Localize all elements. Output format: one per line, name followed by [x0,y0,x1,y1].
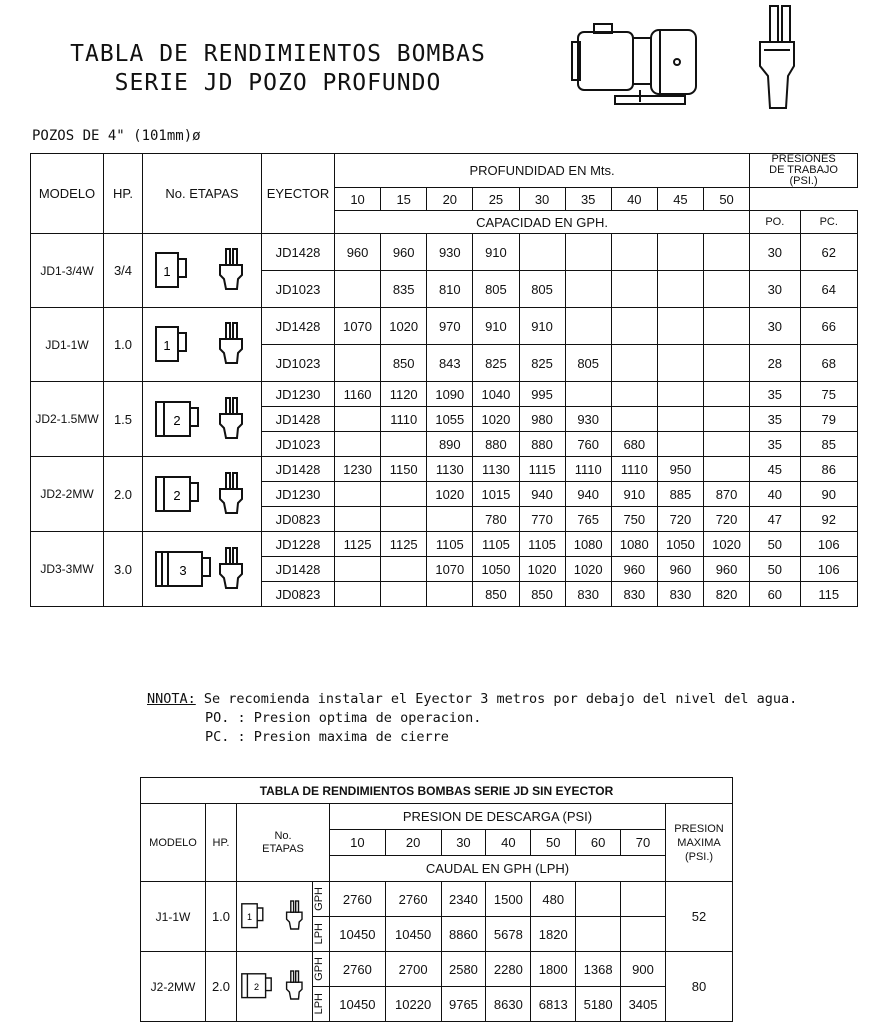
capacity-cell: 1015 [473,482,519,507]
depth-header: 25 [473,188,519,211]
flow-cell: 8860 [441,917,486,952]
po-cell: 30 [750,271,800,308]
depth-header: 35 [565,188,611,211]
capacity-cell: 1130 [473,457,519,482]
capacity-cell: 880 [473,432,519,457]
flow-cell: 5678 [486,917,531,952]
capacity-cell [657,234,703,271]
stages-cell [143,234,262,308]
capacity-cell: 1020 [519,557,565,582]
flow-cell [576,917,621,952]
col-modelo: MODELO [31,154,104,234]
trabajo-label: DE TRABAJO [769,164,838,176]
capacity-cell: 1080 [611,532,657,557]
capacity-cell [704,345,750,382]
flow-cell: 10220 [385,987,441,1022]
capacity-cell [704,271,750,308]
pc-cell: 62 [800,234,858,271]
depth-header: 30 [519,188,565,211]
pressure-header: 10 [330,830,386,856]
capacity-cell: 1125 [381,532,427,557]
capacity-cell: 825 [519,345,565,382]
stages-cell [143,532,262,607]
pressure-header: 30 [441,830,486,856]
ejector-cell: JD0823 [262,507,335,532]
capacity-cell [381,482,427,507]
flow-cell: 9765 [441,987,486,1022]
stage-count: 2 [173,412,181,428]
t2-col-modelo: MODELO [141,804,206,882]
pmax-cell: 52 [666,882,733,952]
capacity-cell: 680 [611,432,657,457]
pc-cell: 92 [800,507,858,532]
unit-label: LPH [312,993,325,1015]
ejector-cell: JD1428 [262,457,335,482]
stage-count: 2 [254,981,260,992]
col-eyector: EYECTOR [262,154,335,234]
capacity-cell: 1125 [335,532,381,557]
capacity-cell [381,557,427,582]
flow-cell: 8630 [486,987,531,1022]
hp-cell: 2.0 [206,952,237,1022]
capacity-cell: 1230 [335,457,381,482]
capacity-cell: 1160 [335,382,381,407]
capacity-cell [335,557,381,582]
flow-cell [621,882,666,917]
title-line-2: SERIE JD POZO PROFUNDO [114,70,442,96]
t2-col-pmax [666,804,733,882]
capacity-cell [657,271,703,308]
po-cell: 40 [750,482,800,507]
flow-cell: 10450 [330,987,386,1022]
ejector-cell: JD1428 [262,234,335,271]
po-cell: 35 [750,432,800,457]
capacity-cell: 1090 [427,382,473,407]
table2-title: TABLA DE RENDIMIENTOS BOMBAS SERIE JD SIN EYECTOR [141,778,733,804]
flow-cell: 1500 [486,882,531,917]
table-row [31,234,858,271]
po-cell: 60 [750,582,800,607]
po-cell: 30 [750,308,800,345]
capacity-cell: 850 [381,345,427,382]
capacity-cell: 780 [473,507,519,532]
stage-count: 3 [179,562,187,578]
pc-cell: 66 [800,308,858,345]
capacity-cell [335,345,381,382]
capacity-cell: 830 [565,582,611,607]
capacity-cell: 960 [381,234,427,271]
capacity-cell: 1105 [519,532,565,557]
capacity-cell: 1020 [381,308,427,345]
capacity-cell [611,345,657,382]
capacity-cell: 1110 [565,457,611,482]
pc-cell: 106 [800,557,858,582]
pump-illustration [570,20,710,110]
hp-cell: 2.0 [104,457,143,532]
model-cell: J2-2MW [141,952,206,1022]
ejector-cell: JD1428 [262,557,335,582]
capacity-cell: 1020 [473,407,519,432]
pump-stage-icon [239,898,309,932]
capacity-cell: 1020 [704,532,750,557]
pc-cell: 64 [800,271,858,308]
capacity-cell: 910 [519,308,565,345]
capacity-cell [704,234,750,271]
capacity-cell: 980 [519,407,565,432]
capacity-cell: 1055 [427,407,473,432]
unit-label: GPH [312,957,325,981]
flow-cell: 6813 [531,987,576,1022]
po-cell: 45 [750,457,800,482]
capacity-cell: 940 [565,482,611,507]
capacity-cell: 930 [565,407,611,432]
capacity-cell [704,382,750,407]
capacity-cell [335,507,381,532]
capacity-cell: 870 [704,482,750,507]
flow-cell [621,917,666,952]
page-title [58,40,498,98]
pc-cell: 75 [800,382,858,407]
po-cell: 50 [750,532,800,557]
capacity-cell: 1070 [335,308,381,345]
capacity-cell: 805 [519,271,565,308]
flow-cell: 2760 [330,952,386,987]
po-cell: 47 [750,507,800,532]
t2-col-hp: HP. [206,804,237,882]
ejector-cell: JD1023 [262,271,335,308]
model-cell: JD2-1.5MW [31,382,104,457]
capacity-cell [611,271,657,308]
stages-cell [143,457,262,532]
pressure-header: 50 [531,830,576,856]
capacity-cell [657,432,703,457]
flow-cell: 900 [621,952,666,987]
note-label: NNOTA: [147,691,196,707]
etapas-line-1: No. [274,829,292,842]
capacity-cell: 1105 [427,532,473,557]
capacity-cell: 1020 [565,557,611,582]
capacity-cell [381,582,427,607]
flow-cell: 1368 [576,952,621,987]
flow-cell: 2580 [441,952,486,987]
capacity-cell: 910 [473,234,519,271]
pump-stage-icon [152,396,252,440]
flow-cell: 2700 [385,952,441,987]
ejector-cell: JD1023 [262,432,335,457]
po-cell: 28 [750,345,800,382]
capacity-cell [427,507,473,532]
hp-cell: 1.5 [104,382,143,457]
capacity-cell [335,482,381,507]
capacity-cell: 880 [519,432,565,457]
pc-cell: 106 [800,532,858,557]
unit-label: GPH [312,887,325,911]
capacity-cell: 1020 [427,482,473,507]
capacity-cell [704,407,750,432]
capacity-cell [657,345,703,382]
title-line-1: TABLA DE RENDIMIENTOS BOMBAS [70,41,486,67]
stages-cell [237,882,313,952]
depth-header: 45 [657,188,703,211]
depth-header: 10 [335,188,381,211]
flow-cell: 2280 [486,952,531,987]
col-hp: HP. [104,154,143,234]
col-capacidad: CAPACIDAD EN GPH. [335,211,750,234]
table-row [31,532,858,557]
capacity-cell [611,407,657,432]
capacity-cell: 770 [519,507,565,532]
capacity-cell: 820 [704,582,750,607]
flow-cell: 3405 [621,987,666,1022]
pump-stage-icon [152,247,252,291]
capacity-cell: 1110 [611,457,657,482]
capacity-cell: 1070 [427,557,473,582]
presiones-label: PRESIONES [771,153,836,165]
pc-cell: 79 [800,407,858,432]
po-cell: 50 [750,557,800,582]
flow-cell: 1820 [531,917,576,952]
table-row [141,952,733,987]
pressure-header: 60 [576,830,621,856]
pmax-line-1: PRESION [674,822,724,835]
ejector-cell: JD1023 [262,345,335,382]
capacity-cell: 830 [611,582,657,607]
stage-count: 1 [163,338,171,353]
capacity-cell [657,308,703,345]
pump-stage-icon [239,968,309,1002]
capacity-cell: 765 [565,507,611,532]
capacity-cell [611,234,657,271]
capacity-cell [657,407,703,432]
model-cell: J1-1W [141,882,206,952]
depth-header: 20 [427,188,473,211]
pc-cell: 85 [800,432,858,457]
pc-cell: 86 [800,457,858,482]
capacity-cell: 960 [611,557,657,582]
capacity-cell: 1050 [473,557,519,582]
pressure-header: 40 [486,830,531,856]
capacity-cell [704,457,750,482]
flow-cell: 2340 [441,882,486,917]
col-profundidad: PROFUNDIDAD EN Mts. [335,154,750,188]
capacity-cell: 1150 [381,457,427,482]
no-ejector-performance-table [140,777,733,1022]
pc-cell: 90 [800,482,858,507]
capacity-cell [335,432,381,457]
flow-cell: 10450 [385,917,441,952]
depth-header: 50 [704,188,750,211]
etapas-line-2: ETAPAS [262,842,304,855]
table-row [31,457,858,482]
capacity-cell: 1110 [381,407,427,432]
ejector-cell: JD1228 [262,532,335,557]
flow-cell: 5180 [576,987,621,1022]
model-cell: JD2-2MW [31,457,104,532]
note-line-3: PC. : Presion maxima de cierre [205,729,449,745]
capacity-cell: 890 [427,432,473,457]
model-cell: JD3-3MW [31,532,104,607]
capacity-cell: 1130 [427,457,473,482]
capacity-cell: 805 [565,345,611,382]
pc-cell: 68 [800,345,858,382]
capacity-cell: 825 [473,345,519,382]
well-size-subheading: POZOS DE 4" (101mm)ø [32,128,201,144]
capacity-cell: 835 [381,271,427,308]
flow-cell [576,882,621,917]
unit-cell [312,952,329,987]
ejector-illustration [752,4,802,112]
capacity-cell: 960 [657,557,703,582]
capacity-cell [381,432,427,457]
stages-cell [143,308,262,382]
flow-cell: 10450 [330,917,386,952]
col-etapas: No. ETAPAS [143,154,262,234]
capacity-cell [335,582,381,607]
capacity-cell [704,432,750,457]
col-po: PO. [750,211,800,234]
pmax-line-2: MAXIMA [677,836,721,849]
depth-header: 15 [381,188,427,211]
capacity-cell [611,308,657,345]
capacity-cell: 910 [473,308,519,345]
capacity-cell [381,507,427,532]
capacity-cell: 930 [427,234,473,271]
table-row [31,308,858,345]
capacity-cell: 843 [427,345,473,382]
capacity-cell: 810 [427,271,473,308]
capacity-cell: 720 [704,507,750,532]
capacity-cell: 850 [519,582,565,607]
table-row [31,382,858,407]
hp-cell: 1.0 [206,882,237,952]
capacity-cell: 1080 [565,532,611,557]
pump-stage-icon [152,321,252,365]
capacity-cell: 750 [611,507,657,532]
capacity-cell: 1040 [473,382,519,407]
col-presiones [750,154,858,188]
capacity-cell [519,234,565,271]
unit-cell [312,882,329,917]
unit-cell [312,987,329,1022]
capacity-cell [335,271,381,308]
capacity-cell: 720 [657,507,703,532]
depth-header: 40 [611,188,657,211]
capacity-cell: 960 [704,557,750,582]
capacity-cell: 1115 [519,457,565,482]
capacity-cell: 970 [427,308,473,345]
capacity-cell [565,271,611,308]
hp-cell: 3/4 [104,234,143,308]
note-line-1: Se recomienda instalar el Eyector 3 metros por debajo del nivel del agua. [195,691,798,707]
flow-cell: 1800 [531,952,576,987]
pc-cell: 115 [800,582,858,607]
po-cell: 35 [750,407,800,432]
capacity-cell: 940 [519,482,565,507]
ejector-cell: JD0823 [262,582,335,607]
capacity-cell [427,582,473,607]
capacity-cell: 950 [657,457,703,482]
pmax-cell: 80 [666,952,733,1022]
capacity-cell [565,382,611,407]
pressure-header: 20 [385,830,441,856]
capacity-cell: 1105 [473,532,519,557]
psi-label: (PSI.) [789,175,818,187]
flow-cell: 480 [531,882,576,917]
capacity-cell: 885 [657,482,703,507]
capacity-cell [704,308,750,345]
capacity-cell [565,308,611,345]
stage-count: 2 [173,487,181,503]
ejector-cell: JD1428 [262,407,335,432]
hp-cell: 1.0 [104,308,143,382]
stages-cell [237,952,313,1022]
flow-cell: 2760 [385,882,441,917]
po-cell: 30 [750,234,800,271]
stages-cell [143,382,262,457]
ejector-cell: JD1230 [262,482,335,507]
model-cell: JD1-1W [31,308,104,382]
deep-well-performance-table [30,153,858,607]
notes [147,690,797,747]
hp-cell: 3.0 [104,532,143,607]
t2-col-presion: PRESION DE DESCARGA (PSI) [330,804,666,830]
t2-col-etapas [237,804,330,882]
ejector-cell: JD1230 [262,382,335,407]
flow-cell: 2760 [330,882,386,917]
unit-label: LPH [312,923,325,945]
capacity-cell: 995 [519,382,565,407]
capacity-cell: 960 [335,234,381,271]
pressure-header: 70 [621,830,666,856]
capacity-cell [335,407,381,432]
col-pc: PC. [800,211,858,234]
capacity-cell [611,382,657,407]
capacity-cell: 850 [473,582,519,607]
stage-count: 1 [163,264,171,279]
pump-stage-icon [152,546,252,590]
unit-cell [312,917,329,952]
table-row [141,882,733,917]
capacity-cell: 1120 [381,382,427,407]
capacity-cell: 1050 [657,532,703,557]
capacity-cell [657,382,703,407]
note-line-2: PO. : Presion optima de operacion. [205,710,482,726]
capacity-cell: 805 [473,271,519,308]
model-cell: JD1-3/4W [31,234,104,308]
pump-stage-icon [152,471,252,515]
capacity-cell: 830 [657,582,703,607]
t2-col-caudal: CAUDAL EN GPH (LPH) [330,856,666,882]
capacity-cell: 910 [611,482,657,507]
ejector-cell: JD1428 [262,308,335,345]
po-cell: 35 [750,382,800,407]
pmax-line-3: (PSI.) [684,850,714,863]
capacity-cell [565,234,611,271]
capacity-cell: 760 [565,432,611,457]
stage-count: 1 [247,911,253,922]
